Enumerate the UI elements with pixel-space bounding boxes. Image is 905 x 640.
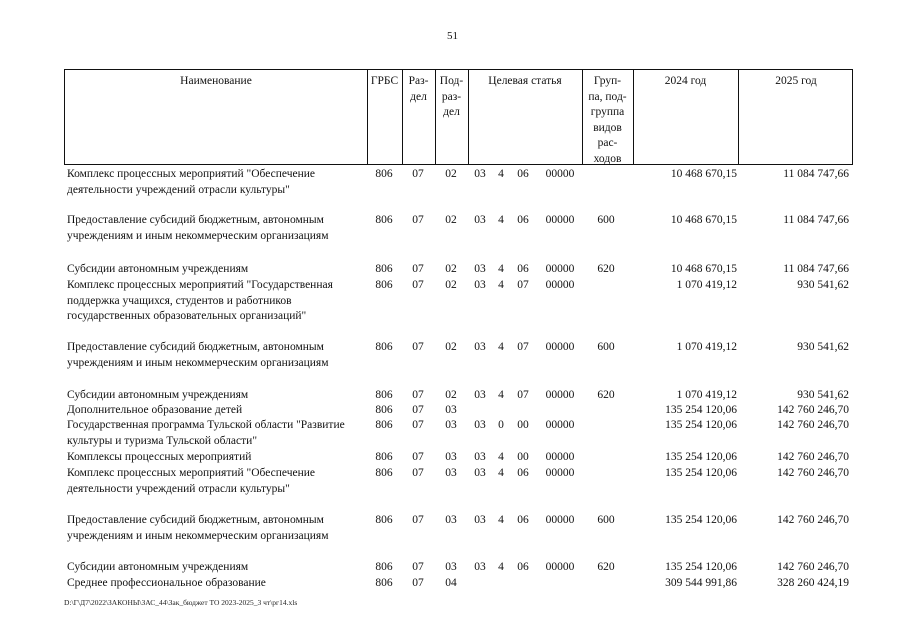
cell-target-4: 00000 <box>545 341 575 353</box>
cell-target-1: 03 <box>474 467 486 479</box>
cell-grbs: 806 <box>375 404 393 416</box>
cell-2025: 142 760 246,70 <box>777 561 849 573</box>
cell-podrazdel: 03 <box>445 514 457 526</box>
cell-2024: 135 254 120,06 <box>665 451 737 463</box>
cell-name: Комплекс процессных мероприятий "Обеспечение деятельности учреждений отрасли культуры" <box>67 467 316 495</box>
cell-target-4: 00000 <box>545 419 575 431</box>
cell-target-1: 03 <box>474 561 486 573</box>
cell-name: Предоставление субсидий бюджетным, автономным учреждениям и иным некоммерческим организациям <box>67 341 329 369</box>
cell-2025: 328 260 424,19 <box>777 577 849 589</box>
cell-grbs: 806 <box>375 214 393 226</box>
cell-2024: 135 254 120,06 <box>665 561 737 573</box>
cell-2024: 10 468 670,15 <box>670 168 737 180</box>
cell-target-2: 4 <box>498 451 504 463</box>
cell-2025: 11 084 747,66 <box>783 214 849 226</box>
cell-target-3: 07 <box>517 279 529 291</box>
cell-target-3: 06 <box>517 263 529 275</box>
cell-grbs: 806 <box>375 263 393 275</box>
cell-target-3: 00 <box>517 419 529 431</box>
cell-name: Субсидии автономным учреждениям <box>67 561 249 573</box>
cell-target-3: 06 <box>517 467 529 479</box>
cell-2025: 142 760 246,70 <box>777 404 849 416</box>
cell-razdel: 07 <box>412 279 424 291</box>
cell-target-4: 00000 <box>545 263 575 275</box>
cell-razdel: 07 <box>412 419 424 431</box>
cell-target-3: 00 <box>517 451 529 463</box>
cell-grbs: 806 <box>375 561 393 573</box>
cell-target-1: 03 <box>474 341 486 353</box>
cell-name: Комплекс процессных мероприятий "Обеспечение деятельности учреждений отрасли культуры" <box>67 168 316 196</box>
cell-razdel: 07 <box>412 341 424 353</box>
cell-2025: 11 084 747,66 <box>783 168 849 180</box>
cell-target-2: 4 <box>498 263 504 275</box>
cell-grbs: 806 <box>375 341 393 353</box>
cell-target-3: 06 <box>517 168 529 180</box>
header-2025: 2025 год <box>775 75 817 87</box>
cell-expense-group: 620 <box>597 389 615 401</box>
cell-target-3: 06 <box>517 214 529 226</box>
cell-grbs: 806 <box>375 419 393 431</box>
cell-name: Субсидии автономным учреждениям <box>67 389 249 401</box>
cell-target-2: 4 <box>498 467 504 479</box>
cell-target-1: 03 <box>474 168 486 180</box>
cell-razdel: 07 <box>412 561 424 573</box>
cell-name: Предоставление субсидий бюджетным, автономным учреждениям и иным некоммерческим организациям <box>67 214 329 242</box>
file-path: D:\Г\Д7\2022\ЗАКОНЫ\ЗАС_44\Зак_бюджет ТО 2023-2025_3 чт\рг14.xls <box>64 598 298 607</box>
cell-razdel: 07 <box>412 451 424 463</box>
cell-podrazdel: 02 <box>445 341 457 353</box>
cell-target-2: 4 <box>498 561 504 573</box>
cell-2025: 142 760 246,70 <box>777 467 849 479</box>
cell-2025: 930 541,62 <box>797 279 849 291</box>
cell-expense-group: 620 <box>597 263 615 275</box>
cell-razdel: 07 <box>412 263 424 275</box>
cell-2024: 1 070 419,12 <box>676 389 737 401</box>
page-number: 51 <box>447 30 458 42</box>
cell-podrazdel: 03 <box>445 467 457 479</box>
cell-podrazdel: 02 <box>445 279 457 291</box>
cell-razdel: 07 <box>412 577 424 589</box>
cell-grbs: 806 <box>375 577 393 589</box>
cell-podrazdel: 02 <box>445 263 457 275</box>
cell-target-4: 00000 <box>545 389 575 401</box>
cell-podrazdel: 03 <box>445 419 457 431</box>
cell-grbs: 806 <box>375 514 393 526</box>
cell-target-2: 4 <box>498 214 504 226</box>
header-podrazdel: Под- раз- дел <box>439 75 464 119</box>
cell-podrazdel: 02 <box>445 168 457 180</box>
cell-target-4: 00000 <box>545 451 575 463</box>
cell-expense-group: 620 <box>597 561 615 573</box>
cell-2024: 135 254 120,06 <box>665 419 737 431</box>
cell-2024: 135 254 120,06 <box>665 514 737 526</box>
cell-name: Среднее профессиональное образование <box>67 577 266 589</box>
cell-razdel: 07 <box>412 404 424 416</box>
cell-target-2: 4 <box>498 168 504 180</box>
cell-target-4: 00000 <box>545 214 575 226</box>
cell-grbs: 806 <box>375 389 393 401</box>
cell-2024: 1 070 419,12 <box>676 279 737 291</box>
cell-podrazdel: 03 <box>445 404 457 416</box>
cell-target-4: 00000 <box>545 467 575 479</box>
cell-2024: 10 468 670,15 <box>670 263 737 275</box>
cell-podrazdel: 03 <box>445 561 457 573</box>
cell-2024: 135 254 120,06 <box>665 467 737 479</box>
cell-name: Государственная программа Тульской области "Развитие культуры и туризма Тульской области" <box>67 419 345 447</box>
cell-2024: 10 468 670,15 <box>670 214 737 226</box>
cell-target-1: 03 <box>474 389 486 401</box>
cell-name: Предоставление субсидий бюджетным, автономным учреждениям и иным некоммерческим организациям <box>67 514 329 542</box>
cell-target-1: 03 <box>474 263 486 275</box>
cell-grbs: 806 <box>375 467 393 479</box>
cell-2024: 135 254 120,06 <box>665 404 737 416</box>
cell-target-1: 03 <box>474 514 486 526</box>
cell-podrazdel: 03 <box>445 451 457 463</box>
header-2024: 2024 год <box>664 75 707 87</box>
cell-target-2: 4 <box>498 514 504 526</box>
cell-target-1: 03 <box>474 451 486 463</box>
cell-podrazdel: 04 <box>445 577 457 589</box>
cell-target-2: 4 <box>498 389 504 401</box>
cell-expense-group: 600 <box>597 214 615 226</box>
cell-name: Субсидии автономным учреждениям <box>67 263 249 275</box>
cell-target-2: 0 <box>498 419 504 431</box>
cell-grbs: 806 <box>375 168 393 180</box>
cell-podrazdel: 02 <box>445 389 457 401</box>
cell-target-4: 00000 <box>545 168 575 180</box>
cell-target-4: 00000 <box>545 279 575 291</box>
cell-razdel: 07 <box>412 514 424 526</box>
cell-razdel: 07 <box>412 467 424 479</box>
header-expense-group: Груп- па, под- группа видов рас- ходов <box>588 75 627 165</box>
cell-expense-group: 600 <box>597 341 615 353</box>
cell-2024: 1 070 419,12 <box>676 341 737 353</box>
cell-grbs: 806 <box>375 451 393 463</box>
header-target-article: Целевая статья <box>488 75 562 87</box>
cell-name: Дополнительное образование детей <box>67 404 243 416</box>
cell-name: Комплексы процессных мероприятий <box>67 451 252 463</box>
cell-target-3: 07 <box>517 389 529 401</box>
cell-target-4: 00000 <box>545 514 575 526</box>
cell-target-1: 03 <box>474 214 486 226</box>
table-header <box>64 69 853 165</box>
cell-target-3: 06 <box>517 561 529 573</box>
header-razdel: Раз- дел <box>408 75 429 103</box>
cell-target-3: 06 <box>517 514 529 526</box>
cell-razdel: 07 <box>412 214 424 226</box>
cell-target-4: 00000 <box>545 561 575 573</box>
cell-2024: 309 544 991,86 <box>665 577 737 589</box>
cell-2025: 930 541,62 <box>797 389 849 401</box>
cell-target-1: 03 <box>474 419 486 431</box>
cell-podrazdel: 02 <box>445 214 457 226</box>
cell-target-2: 4 <box>498 279 504 291</box>
cell-2025: 142 760 246,70 <box>777 514 849 526</box>
cell-2025: 11 084 747,66 <box>783 263 849 275</box>
cell-target-3: 07 <box>517 341 529 353</box>
header-grbs: ГРБС <box>370 75 399 87</box>
cell-2025: 142 760 246,70 <box>777 451 849 463</box>
cell-target-2: 4 <box>498 341 504 353</box>
cell-2025: 142 760 246,70 <box>777 419 849 431</box>
cell-expense-group: 600 <box>597 514 615 526</box>
cell-name: Комплекс процессных мероприятий "Государственная поддержка учащихся, студентов и работников государственных образовательных организаций" <box>67 279 333 323</box>
cell-2025: 930 541,62 <box>797 341 849 353</box>
cell-razdel: 07 <box>412 168 424 180</box>
cell-razdel: 07 <box>412 389 424 401</box>
cell-grbs: 806 <box>375 279 393 291</box>
header-name: Наименование <box>180 75 252 87</box>
cell-target-1: 03 <box>474 279 486 291</box>
